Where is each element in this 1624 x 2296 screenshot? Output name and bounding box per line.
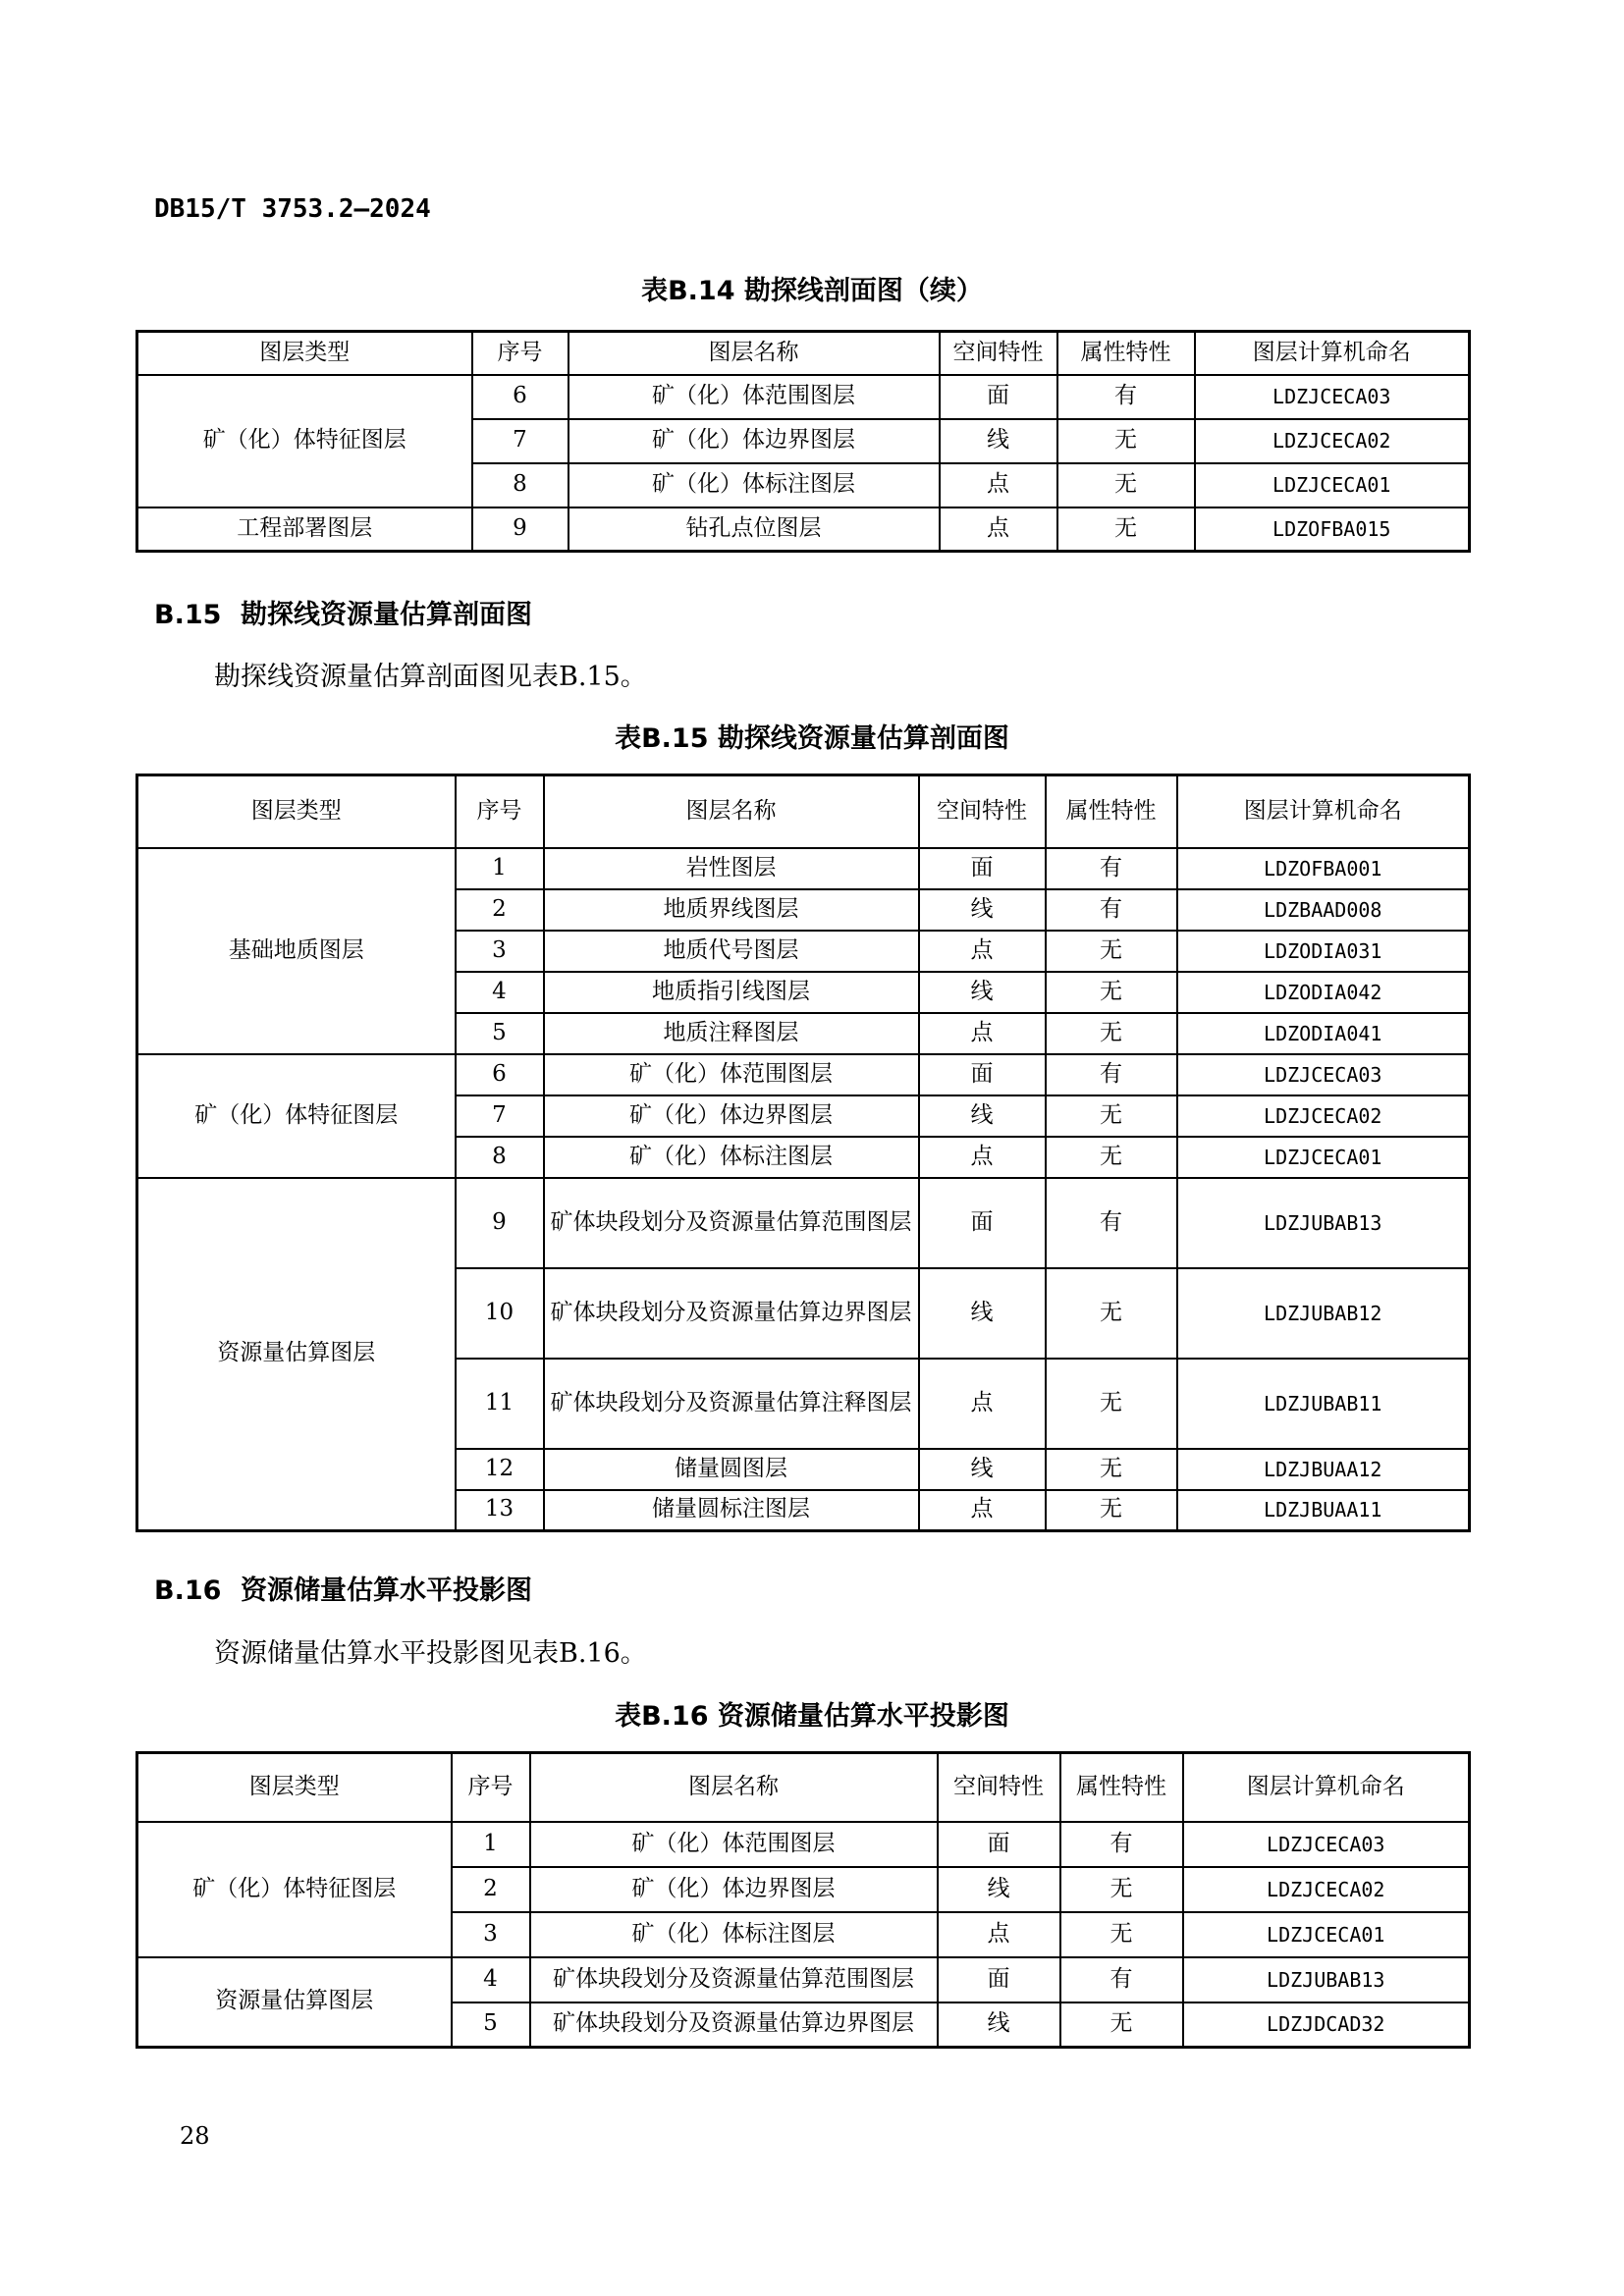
attribute-cell: 无 [1060, 1912, 1183, 1957]
spatial-cell: 线 [938, 1867, 1060, 1912]
layer-name-cell: 矿体块段划分及资源量估算边界图层 [544, 1268, 919, 1359]
serial-no-cell: 10 [456, 1268, 544, 1359]
layer-name-cell: 储量圆标注图层 [544, 1490, 919, 1531]
layer-type-cell: 资源量估算图层 [137, 1957, 452, 2048]
serial-no-cell: 7 [456, 1095, 544, 1137]
column-layer-name-header: 图层名称 [530, 1753, 938, 1822]
serial-no-cell: 9 [472, 507, 568, 552]
serial-no-cell: 4 [452, 1957, 530, 2002]
table-row [137, 375, 1470, 419]
column-layer-type-header: 图层类型 [137, 775, 456, 848]
serial-no-cell: 8 [456, 1137, 544, 1178]
table-row [137, 1054, 1470, 1095]
serial-no-cell: 5 [456, 1013, 544, 1054]
serial-no-cell: 2 [456, 889, 544, 931]
serial-no-cell: 8 [472, 463, 568, 507]
computer-name-cell: LDZJUBAB12 [1177, 1268, 1470, 1359]
spatial-cell: 点 [919, 1490, 1046, 1531]
layer-type-cell: 矿（化）体特征图层 [137, 1054, 456, 1178]
column-serial-no-header: 序号 [472, 332, 568, 375]
serial-no-cell: 6 [472, 375, 568, 419]
spatial-cell: 点 [919, 1359, 1046, 1449]
computer-name-cell: LDZJCECA03 [1195, 375, 1470, 419]
attribute-cell: 有 [1060, 1822, 1183, 1867]
page-number: 28 [180, 2122, 210, 2150]
computer-name-cell: LDZOFBA001 [1177, 848, 1470, 889]
serial-no-cell: 1 [456, 848, 544, 889]
layer-name-cell: 矿体块段划分及资源量估算注释图层 [544, 1359, 919, 1449]
layer-name-cell: 矿（化）体标注图层 [530, 1912, 938, 1957]
attribute-cell: 有 [1046, 1054, 1177, 1095]
layer-name-cell: 矿体块段划分及资源量估算范围图层 [530, 1957, 938, 2002]
attribute-cell: 有 [1046, 848, 1177, 889]
table-row [137, 848, 1470, 889]
layer-name-cell: 地质注释图层 [544, 1013, 919, 1054]
computer-name-cell: LDZJCECA01 [1177, 1137, 1470, 1178]
layer-name-cell: 地质界线图层 [544, 889, 919, 931]
column-computer-name-header: 图层计算机命名 [1177, 775, 1470, 848]
computer-name-cell: LDZJCECA02 [1177, 1095, 1470, 1137]
layer-name-cell: 地质代号图层 [544, 931, 919, 972]
column-layer-name-header: 图层名称 [568, 332, 940, 375]
table-b16 [135, 1751, 1471, 2049]
spatial-cell: 点 [940, 463, 1057, 507]
serial-no-cell: 13 [456, 1490, 544, 1531]
computer-name-cell: LDZJCECA01 [1195, 463, 1470, 507]
attribute-cell: 有 [1060, 1957, 1183, 2002]
table-header-row [137, 332, 1470, 375]
computer-name-cell: LDZJCECA01 [1183, 1912, 1470, 1957]
spatial-cell: 线 [919, 889, 1046, 931]
column-serial-no-header: 序号 [456, 775, 544, 848]
layer-name-cell: 矿（化）体标注图层 [544, 1137, 919, 1178]
table-b14-caption: 表B.14 勘探线剖面图（续） [641, 276, 983, 306]
spatial-cell: 线 [938, 2002, 1060, 2048]
spatial-cell: 面 [919, 1054, 1046, 1095]
spatial-cell: 面 [919, 1178, 1046, 1268]
spatial-cell: 面 [938, 1957, 1060, 2002]
layer-name-cell: 矿（化）体范围图层 [568, 375, 940, 419]
column-attribute-header: 属性特性 [1057, 332, 1195, 375]
document-code: DB15/T 3753.2—2024 [154, 194, 431, 224]
column-layer-type-header: 图层类型 [137, 1753, 452, 1822]
table-b16-caption: 表B.16 资源储量估算水平投影图 [615, 1701, 1009, 1732]
section-b16-title: 资源储量估算水平投影图 [241, 1575, 532, 1606]
spatial-cell: 点 [919, 1137, 1046, 1178]
serial-no-cell: 9 [456, 1178, 544, 1268]
attribute-cell: 无 [1046, 1490, 1177, 1531]
attribute-cell: 无 [1046, 1013, 1177, 1054]
spatial-cell: 线 [919, 972, 1046, 1013]
attribute-cell: 无 [1046, 1268, 1177, 1359]
attribute-cell: 无 [1057, 419, 1195, 463]
spatial-cell: 面 [938, 1822, 1060, 1867]
section-b15-number: B.15 [154, 600, 222, 630]
layer-type-cell: 基础地质图层 [137, 848, 456, 1054]
layer-type-cell: 矿（化）体特征图层 [137, 375, 472, 507]
layer-name-cell: 岩性图层 [544, 848, 919, 889]
computer-name-cell: LDZJUBAB11 [1177, 1359, 1470, 1449]
attribute-cell: 无 [1046, 1359, 1177, 1449]
layer-name-cell: 矿（化）体范围图层 [530, 1822, 938, 1867]
spatial-cell: 点 [940, 507, 1057, 552]
spatial-cell: 线 [919, 1095, 1046, 1137]
table-b15 [135, 774, 1471, 1532]
computer-name-cell: LDZODIA041 [1177, 1013, 1470, 1054]
table-header-row [137, 1753, 1470, 1822]
section-b16-number: B.16 [154, 1575, 222, 1606]
layer-name-cell: 储量圆图层 [544, 1449, 919, 1490]
spatial-cell: 线 [919, 1449, 1046, 1490]
computer-name-cell: LDZJCECA03 [1177, 1054, 1470, 1095]
section-b15-heading [154, 593, 532, 631]
attribute-cell: 有 [1046, 889, 1177, 931]
spatial-cell: 面 [919, 848, 1046, 889]
layer-type-cell: 工程部署图层 [137, 507, 472, 552]
column-computer-name-header: 图层计算机命名 [1183, 1753, 1470, 1822]
table-header-row [137, 775, 1470, 848]
attribute-cell: 无 [1046, 972, 1177, 1013]
spatial-cell: 点 [919, 1013, 1046, 1054]
column-layer-type-header: 图层类型 [137, 332, 472, 375]
layer-name-cell: 矿（化）体范围图层 [544, 1054, 919, 1095]
attribute-cell: 无 [1060, 2002, 1183, 2048]
column-layer-name-header: 图层名称 [544, 775, 919, 848]
table-row [137, 1957, 1470, 2002]
computer-name-cell: LDZODIA031 [1177, 931, 1470, 972]
column-spatial-header: 空间特性 [940, 332, 1057, 375]
computer-name-cell: LDZJBUAA11 [1177, 1490, 1470, 1531]
layer-name-cell: 钻孔点位图层 [568, 507, 940, 552]
attribute-cell: 无 [1046, 931, 1177, 972]
column-spatial-header: 空间特性 [938, 1753, 1060, 1822]
table-row [137, 1178, 1470, 1268]
computer-name-cell: LDZJUBAB13 [1177, 1178, 1470, 1268]
serial-no-cell: 5 [452, 2002, 530, 2048]
section-b15-intro: 勘探线资源量估算剖面图见表B.15。 [214, 662, 647, 692]
column-attribute-header: 属性特性 [1046, 775, 1177, 848]
table-row [137, 507, 1470, 552]
layer-name-cell: 地质指引线图层 [544, 972, 919, 1013]
layer-name-cell: 矿（化）体边界图层 [530, 1867, 938, 1912]
section-b16-heading [154, 1569, 532, 1607]
computer-name-cell: LDZJCECA02 [1195, 419, 1470, 463]
serial-no-cell: 6 [456, 1054, 544, 1095]
spatial-cell: 点 [919, 931, 1046, 972]
attribute-cell: 有 [1057, 375, 1195, 419]
serial-no-cell: 3 [456, 931, 544, 972]
spatial-cell: 面 [940, 375, 1057, 419]
attribute-cell: 有 [1046, 1178, 1177, 1268]
serial-no-cell: 3 [452, 1912, 530, 1957]
computer-name-cell: LDZOFBA015 [1195, 507, 1470, 552]
layer-name-cell: 矿体块段划分及资源量估算范围图层 [544, 1178, 919, 1268]
attribute-cell: 无 [1046, 1137, 1177, 1178]
computer-name-cell: LDZJCECA02 [1183, 1867, 1470, 1912]
layer-type-cell: 资源量估算图层 [137, 1178, 456, 1531]
layer-name-cell: 矿（化）体边界图层 [544, 1095, 919, 1137]
column-attribute-header: 属性特性 [1060, 1753, 1183, 1822]
section-b15-title: 勘探线资源量估算剖面图 [241, 600, 532, 630]
spatial-cell: 线 [919, 1268, 1046, 1359]
attribute-cell: 无 [1057, 507, 1195, 552]
layer-name-cell: 矿（化）体边界图层 [568, 419, 940, 463]
attribute-cell: 无 [1057, 463, 1195, 507]
serial-no-cell: 2 [452, 1867, 530, 1912]
attribute-cell: 无 [1060, 1867, 1183, 1912]
column-computer-name-header: 图层计算机命名 [1195, 332, 1470, 375]
serial-no-cell: 1 [452, 1822, 530, 1867]
spatial-cell: 线 [940, 419, 1057, 463]
computer-name-cell: LDZJCECA03 [1183, 1822, 1470, 1867]
computer-name-cell: LDZJBUAA12 [1177, 1449, 1470, 1490]
serial-no-cell: 11 [456, 1359, 544, 1449]
table-b14 [135, 330, 1471, 553]
serial-no-cell: 4 [456, 972, 544, 1013]
attribute-cell: 无 [1046, 1095, 1177, 1137]
column-serial-no-header: 序号 [452, 1753, 530, 1822]
layer-name-cell: 矿体块段划分及资源量估算边界图层 [530, 2002, 938, 2048]
computer-name-cell: LDZJDCAD32 [1183, 2002, 1470, 2048]
layer-name-cell: 矿（化）体标注图层 [568, 463, 940, 507]
table-row [137, 1822, 1470, 1867]
serial-no-cell: 7 [472, 419, 568, 463]
computer-name-cell: LDZODIA042 [1177, 972, 1470, 1013]
column-spatial-header: 空间特性 [919, 775, 1046, 848]
attribute-cell: 无 [1046, 1449, 1177, 1490]
layer-type-cell: 矿（化）体特征图层 [137, 1822, 452, 1957]
serial-no-cell: 12 [456, 1449, 544, 1490]
spatial-cell: 点 [938, 1912, 1060, 1957]
computer-name-cell: LDZJUBAB13 [1183, 1957, 1470, 2002]
section-b16-intro: 资源储量估算水平投影图见表B.16。 [214, 1638, 647, 1669]
computer-name-cell: LDZBAAD008 [1177, 889, 1470, 931]
table-b15-caption: 表B.15 勘探线资源量估算剖面图 [615, 723, 1009, 754]
